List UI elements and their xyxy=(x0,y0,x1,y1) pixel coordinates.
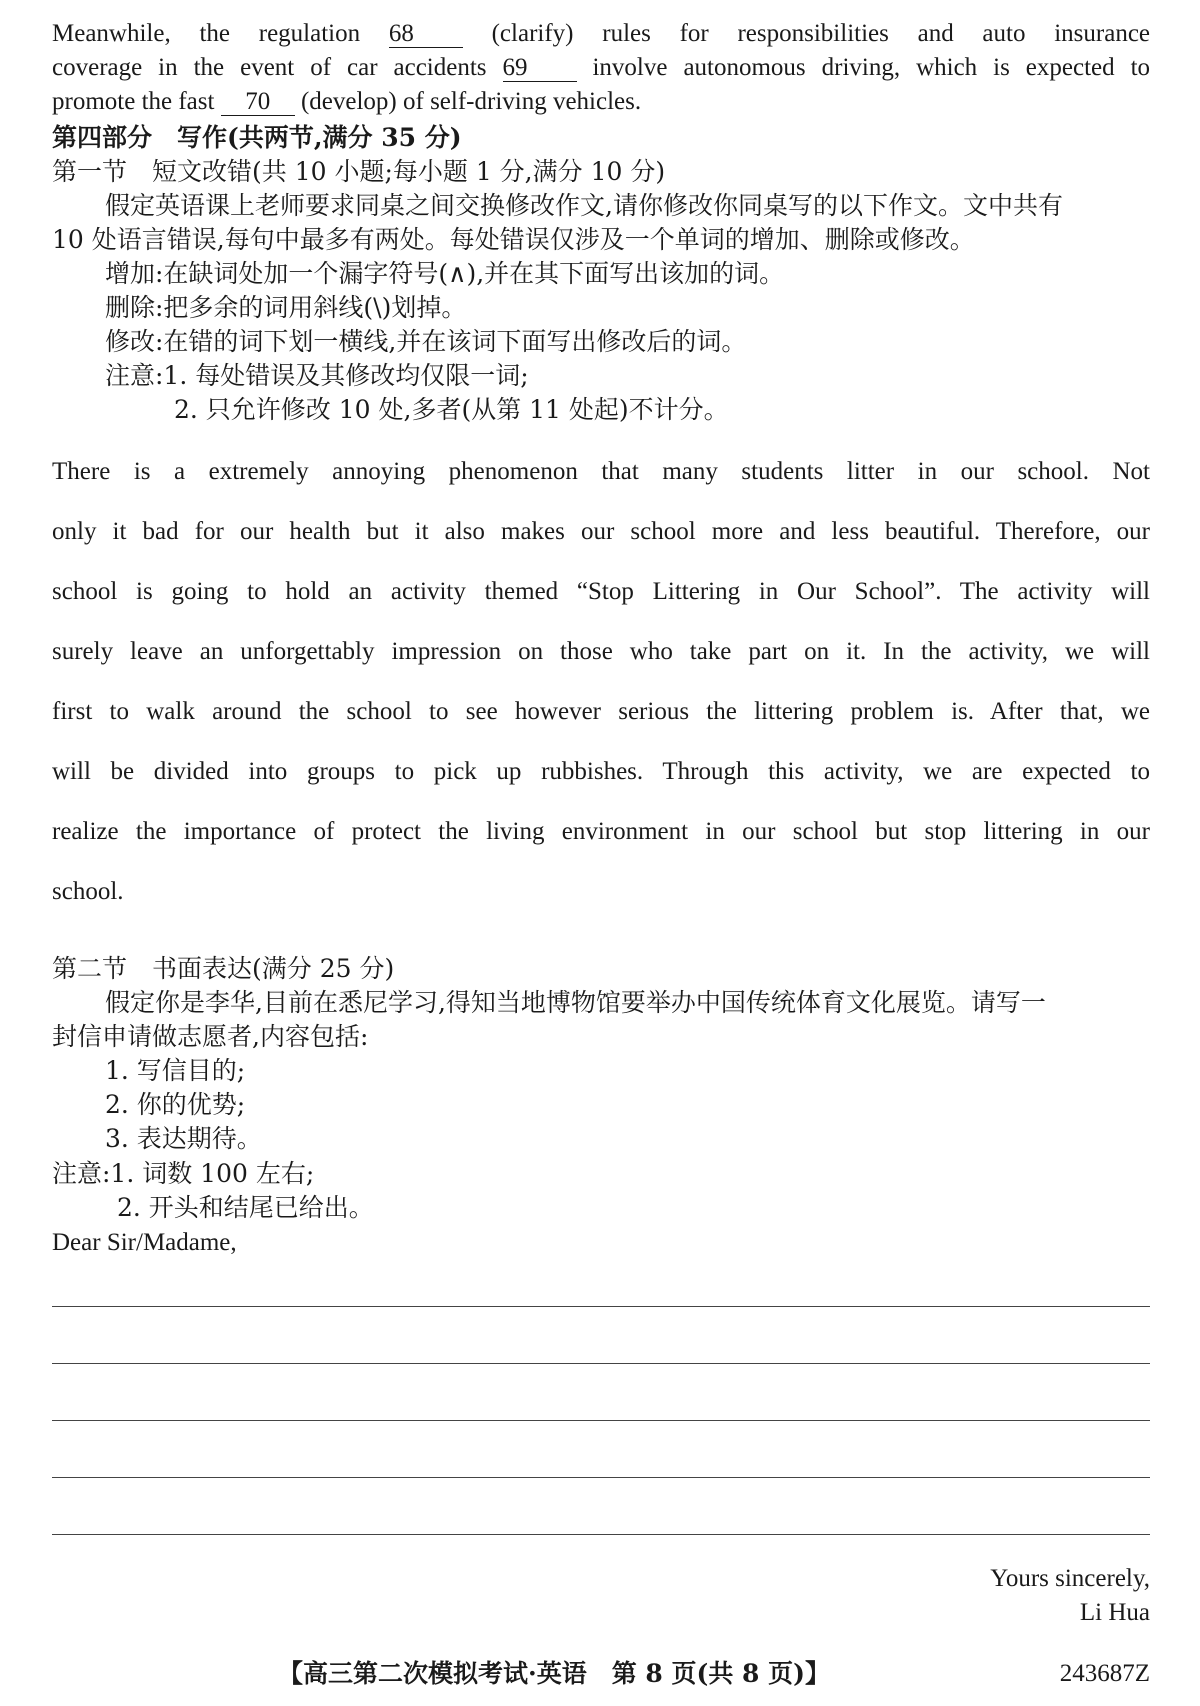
writing-line[interactable] xyxy=(52,1534,1150,1535)
content-point-2: 2. 你的优势; xyxy=(105,1090,246,1119)
essay-line-1: There is a extremely annoying phenomenon that many students litter in our school. Not xyxy=(52,458,1150,485)
section2-heading: 第二节 书面表达(满分 25 分) xyxy=(52,954,395,983)
writing-line[interactable] xyxy=(52,1420,1150,1421)
section2-prompt-line-1: 假定你是李华,目前在悉尼学习,得知当地博物馆要举办中国传统体育文化展览。请写一 xyxy=(105,988,1046,1017)
section1-intro-line-1: 假定英语课上老师要求同桌之间交换修改作文,请你修改你同桌写的以下作文。文中共有 xyxy=(105,191,1063,220)
content-point-1: 1. 写信目的; xyxy=(105,1056,246,1085)
modify-rule: 修改:在错的词下划一横线,并在该词下面写出修改后的词。 xyxy=(105,327,747,356)
essay-line-7: realize the importance of protect the living environment in our school but stop littering in our xyxy=(52,818,1150,845)
section1-note-2: 2. 只允许修改 10 处,多者(从第 11 处起)不计分。 xyxy=(174,395,729,424)
passage-line-2 xyxy=(52,51,1150,85)
passage-text: promote the fast xyxy=(52,88,215,115)
essay-line-2: only it bad for our health but it also makes our school more and less beautiful. Therefore, our xyxy=(52,518,1150,545)
passage-text: (develop) of self-driving vehicles. xyxy=(300,88,642,115)
essay-line-8: school. xyxy=(52,878,124,905)
content-point-3: 3. 表达期待。 xyxy=(105,1124,262,1153)
part4-heading: 第四部分 写作(共两节,满分 35 分) xyxy=(52,123,462,152)
section2-note-2: 2. 开头和结尾已给出。 xyxy=(117,1193,374,1222)
footer-title: 【高三第二次模拟考试·英语 第 8 页(共 8 页)】 xyxy=(278,1659,830,1688)
section2-note-1: 注意:1. 词数 100 左右; xyxy=(52,1159,315,1188)
passage-text: coverage in the event of car accidents xyxy=(52,54,487,81)
passage-line-1 xyxy=(52,17,1150,51)
closing: Yours sincerely, xyxy=(990,1565,1150,1592)
passage-text: involve autonomous driving, which is expected to xyxy=(592,54,1151,81)
add-rule: 增加:在缺词处加一个漏字符号(∧),并在其下面写出该加的词。 xyxy=(105,259,785,288)
passage-line-3 xyxy=(52,85,641,119)
essay-line-3: school is going to hold an activity themed “Stop Littering in Our School”. The activity will xyxy=(52,578,1150,605)
section1-intro-line-2: 10 处语言错误,每句中最多有两处。每处错误仅涉及一个单词的增加、删除或修改。 xyxy=(52,225,975,254)
blank-69: 69 xyxy=(503,55,577,82)
passage-text: Meanwhile, the regulation xyxy=(52,20,361,47)
writing-line[interactable] xyxy=(52,1306,1150,1307)
section1-heading: 第一节 短文改错(共 10 小题;每小题 1 分,满分 10 分) xyxy=(52,157,666,186)
footer-code: 243687Z xyxy=(1059,1660,1150,1687)
passage-text: (clarify) rules for responsibilities and auto insurance xyxy=(491,20,1151,47)
blank-70: 70 xyxy=(221,89,295,116)
essay-line-6: will be divided into groups to pick up rubbishes. Through this activity, we are expected to xyxy=(52,758,1150,785)
signature: Li Hua xyxy=(1079,1599,1150,1626)
delete-rule: 删除:把多余的词用斜线(\)划掉。 xyxy=(105,293,467,322)
essay-line-4: surely leave an unforgettably impression on those who take part on it. In the activity, we will xyxy=(52,638,1150,665)
section2-prompt-line-2: 封信申请做志愿者,内容包括: xyxy=(52,1022,369,1051)
writing-line[interactable] xyxy=(52,1477,1150,1478)
section1-note-1: 注意:1. 每处错误及其修改均仅限一词; xyxy=(105,361,529,390)
essay-line-5: first to walk around the school to see however serious the littering problem is. After that, we xyxy=(52,698,1150,725)
blank-68: 68 xyxy=(389,21,463,48)
salutation: Dear Sir/Madame, xyxy=(52,1229,237,1256)
writing-line[interactable] xyxy=(52,1363,1150,1364)
